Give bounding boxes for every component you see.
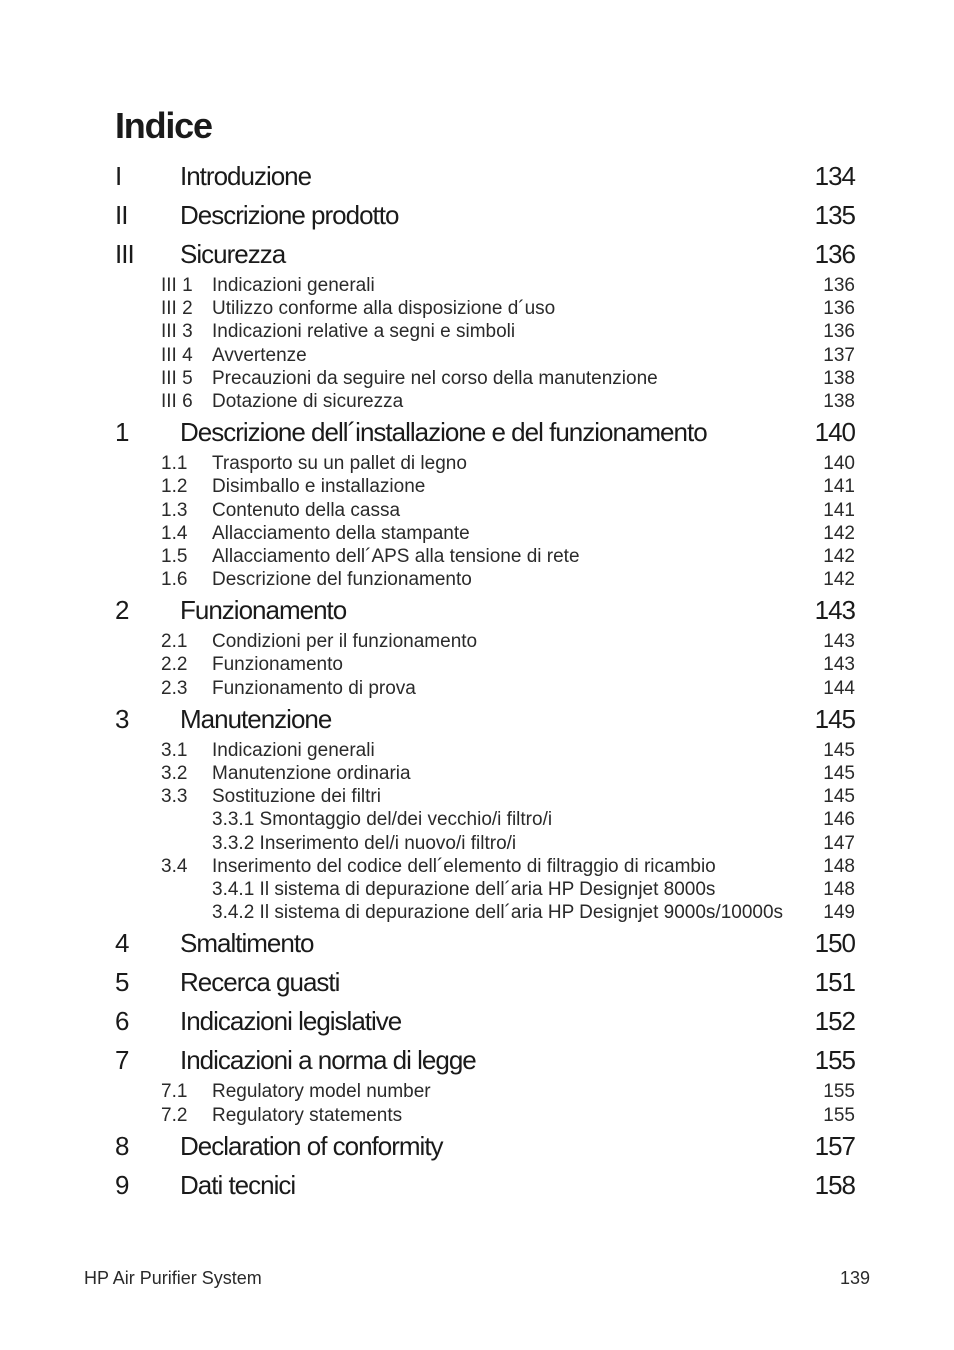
toc-entry-page: 145 — [823, 763, 855, 784]
toc-section-entry[interactable] — [115, 762, 855, 785]
toc-entry-title: Contenuto della cassa — [212, 499, 401, 521]
toc-section-entry[interactable] — [115, 390, 855, 413]
toc-entry-number: 2.3 — [161, 677, 188, 699]
toc-entry-title: Trasporto su un pallet di legno — [212, 453, 467, 475]
toc-entry-page: 145 — [814, 703, 855, 734]
toc-entry-title: Descrizione dell´installazione e del funzionamento — [180, 417, 707, 448]
toc-entry-page: 146 — [823, 809, 855, 831]
toc-section-entry[interactable] — [115, 452, 855, 475]
toc-chapter-entry[interactable] — [115, 1166, 855, 1205]
toc-entry-page: 155 — [814, 1045, 855, 1076]
toc-entry-number: 3.4 — [161, 855, 188, 877]
toc-entry-number: III — [115, 239, 134, 269]
toc-section-entry[interactable] — [115, 878, 855, 901]
toc-entry-title: Manutenzione ordinaria — [212, 763, 411, 784]
toc-entry-number: 7 — [115, 1045, 129, 1076]
toc-entry-title: Indicazioni generali — [212, 739, 375, 761]
toc-entry-page: 141 — [823, 499, 855, 521]
toc-section-entry[interactable] — [115, 739, 855, 762]
toc-entry-title: Regulatory model number — [212, 1081, 431, 1103]
toc-entry-number: 3.2 — [161, 763, 188, 784]
toc-entry-title: Dati tecnici — [180, 1169, 296, 1200]
toc-entry-number: 5 — [115, 967, 129, 998]
toc-entry-number: 3.3 — [161, 786, 188, 808]
toc-entry-title: 3.4.2 Il sistema di depurazione dell´aria HP Designjet 9000s/10000s — [212, 902, 784, 924]
toc-entry-page: 138 — [823, 390, 855, 412]
toc-entry-page: 136 — [814, 239, 855, 269]
toc-entry-title: Utilizzo conforme alla disposizione d´uso — [212, 298, 556, 320]
toc-section-entry[interactable] — [115, 1080, 855, 1103]
toc-entry-page: 152 — [814, 1006, 855, 1037]
toc-section-entry[interactable] — [115, 274, 855, 297]
toc-entry-number: 4 — [115, 928, 129, 959]
toc-chapter-entry[interactable] — [115, 413, 855, 452]
toc-entry-page: 147 — [823, 832, 855, 854]
toc-chapter-entry[interactable] — [115, 700, 855, 739]
toc-entry-page: 155 — [823, 1081, 855, 1103]
toc-entry-title: Smaltimento — [180, 928, 314, 959]
toc-entry-number: 7.1 — [161, 1081, 188, 1103]
toc-entry-number: III 5 — [161, 367, 193, 389]
toc-entry-number: 1.5 — [161, 545, 188, 567]
toc-entry-page: 145 — [823, 739, 855, 761]
toc-entry-title: Regulatory statements — [212, 1104, 403, 1126]
toc-chapter-entry[interactable] — [115, 157, 855, 196]
toc-entry-title: Sicurezza — [180, 239, 286, 269]
toc-entry-page: 149 — [823, 902, 855, 924]
toc-entry-page: 143 — [823, 654, 855, 676]
toc-section-entry[interactable] — [115, 653, 855, 676]
toc-entry-page: 140 — [823, 453, 855, 475]
toc-entry-title: Sostituzione dei filtri — [212, 786, 381, 808]
toc-entry-page: 151 — [814, 967, 855, 998]
toc-entry-number: 1 — [115, 417, 129, 448]
toc-entry-title: Descrizione prodotto — [180, 200, 399, 230]
toc-entry-title: 3.3.1 Smontaggio del/dei vecchio/i filtro/i — [212, 809, 553, 831]
toc-chapter-entry[interactable] — [115, 963, 855, 1002]
toc-entry-title: Introduzione — [180, 161, 312, 191]
toc-section-entry[interactable] — [115, 499, 855, 522]
toc-entry-page: 148 — [823, 878, 855, 900]
toc-section-entry[interactable] — [115, 677, 855, 700]
toc-entry-number: 3.1 — [161, 739, 188, 761]
toc-section-entry[interactable] — [115, 475, 855, 498]
toc-entry-page: 137 — [823, 344, 855, 366]
toc-section-entry[interactable] — [115, 545, 855, 568]
toc-entry-page: 142 — [823, 569, 855, 591]
toc-entry-title: Indicazioni relative a segni e simboli — [212, 321, 516, 343]
footer-page-number: 139 — [839, 1268, 870, 1288]
toc-entry-title: Dotazione di sicurezza — [212, 390, 404, 412]
toc-entry-number: III 1 — [161, 275, 193, 296]
toc-entry-title: Indicazioni generali — [212, 275, 375, 296]
toc-section-entry[interactable] — [115, 832, 855, 855]
toc-entry-page: 148 — [823, 855, 855, 877]
toc-section-entry[interactable] — [115, 785, 855, 808]
toc-entry-title: Manutenzione — [180, 703, 332, 734]
toc-entry-number: III 6 — [161, 390, 193, 412]
toc-section-entry[interactable] — [115, 320, 855, 343]
toc-entry-number: III 3 — [161, 321, 193, 343]
toc-entry-page: 142 — [823, 545, 855, 567]
page-title: Indice — [115, 105, 212, 146]
toc-entry-page: 145 — [823, 786, 855, 808]
toc-entry-title: 3.4.1 Il sistema di depurazione dell´aria HP Designjet 8000s — [212, 878, 716, 900]
toc-entry-number: III 2 — [161, 298, 193, 320]
toc-entry-title: Condizioni per il funzionamento — [212, 631, 478, 653]
toc-entry-number: II — [115, 200, 128, 230]
toc-section-entry[interactable] — [115, 522, 855, 545]
toc-entry-page: 143 — [823, 631, 855, 653]
toc-entry-title: Descrizione del funzionamento — [212, 569, 472, 591]
toc-entry-number: III 4 — [161, 344, 193, 366]
toc-entry-page: 158 — [814, 1169, 855, 1200]
toc-entry-title: Declaration of conformity — [180, 1130, 443, 1161]
toc-entry-number: 2.2 — [161, 654, 188, 676]
toc-chapter-entry[interactable] — [115, 924, 855, 963]
toc-chapter-entry[interactable] — [115, 1127, 855, 1166]
toc-chapter-entry[interactable] — [115, 196, 855, 235]
toc-entry-title: Indicazioni legislative — [180, 1006, 402, 1037]
toc-entry-title: Indicazioni a norma di legge — [180, 1045, 476, 1076]
toc-entry-page: 150 — [814, 928, 855, 959]
toc-entry-page: 140 — [814, 417, 855, 448]
footer-product-name: HP Air Purifier System — [84, 1268, 262, 1288]
toc-chapter-entry[interactable] — [115, 1041, 855, 1080]
toc-entry-title: Funzionamento di prova — [212, 677, 416, 699]
toc-entry-title: Allacciamento dell´APS alla tensione di rete — [212, 545, 580, 567]
toc-entry-title: Funzionamento — [212, 654, 343, 676]
toc-entry-number: 1.4 — [161, 522, 188, 544]
toc-entry-title: Precauzioni da seguire nel corso della manutenzione — [212, 367, 658, 389]
toc-section-entry[interactable] — [115, 1104, 855, 1127]
toc-entry-number: 1.1 — [161, 453, 188, 475]
toc-entry-page: 136 — [823, 321, 855, 343]
toc-section-entry[interactable] — [115, 630, 855, 653]
toc-entry-number: 2 — [115, 595, 129, 626]
toc-section-entry[interactable] — [115, 344, 855, 367]
toc-entry-number: 1.6 — [161, 569, 188, 591]
toc-entry-title: Funzionamento — [180, 595, 347, 626]
toc-entry-page: 143 — [814, 595, 855, 626]
toc-entry-title: Disimballo e installazione — [212, 476, 426, 498]
toc-entry-title: Allacciamento della stampante — [212, 522, 470, 544]
toc-entry-number: 1.3 — [161, 499, 188, 521]
toc-entry-number: 8 — [115, 1130, 129, 1161]
toc-entry-number: 7.2 — [161, 1104, 188, 1126]
toc-entry-number: 6 — [115, 1006, 129, 1037]
toc-entry-number: 3 — [115, 703, 129, 734]
toc-section-entry[interactable] — [115, 855, 855, 878]
toc-chapter-entry[interactable] — [115, 235, 855, 274]
toc-entry-number: 1.2 — [161, 476, 188, 498]
toc-entry-page: 142 — [823, 522, 855, 544]
toc-entry-page: 141 — [823, 476, 855, 498]
toc-entry-title: Inserimento del codice dell´elemento di filtraggio di ricambio — [212, 855, 716, 877]
toc-section-entry[interactable] — [115, 808, 855, 831]
toc-entry-page: 157 — [814, 1130, 855, 1161]
toc-entry-title: 3.3.2 Inserimento del/i nuovo/i filtro/i — [212, 832, 517, 854]
toc-entry-page: 136 — [823, 275, 855, 296]
toc-section-entry[interactable] — [115, 297, 855, 320]
toc-entry-page: 136 — [823, 298, 855, 320]
toc-entry-page: 155 — [823, 1104, 855, 1126]
toc-entry-title: Recerca guasti — [180, 967, 340, 998]
toc-chapter-entry[interactable] — [115, 591, 855, 630]
toc-entry-page: 134 — [814, 161, 855, 191]
toc-entry-title: Avvertenze — [212, 344, 307, 366]
toc-entry-page: 138 — [823, 367, 855, 389]
toc-chapter-entry[interactable] — [115, 1002, 855, 1041]
table-of-contents — [115, 157, 855, 1205]
toc-section-entry[interactable] — [115, 367, 855, 390]
toc-section-entry[interactable] — [115, 901, 855, 924]
toc-entry-page: 135 — [814, 200, 855, 230]
toc-entry-number: 2.1 — [161, 631, 188, 653]
toc-section-entry[interactable] — [115, 568, 855, 591]
toc-entry-number: 9 — [115, 1169, 129, 1200]
toc-entry-number: I — [115, 161, 122, 191]
toc-entry-page: 144 — [823, 677, 855, 699]
